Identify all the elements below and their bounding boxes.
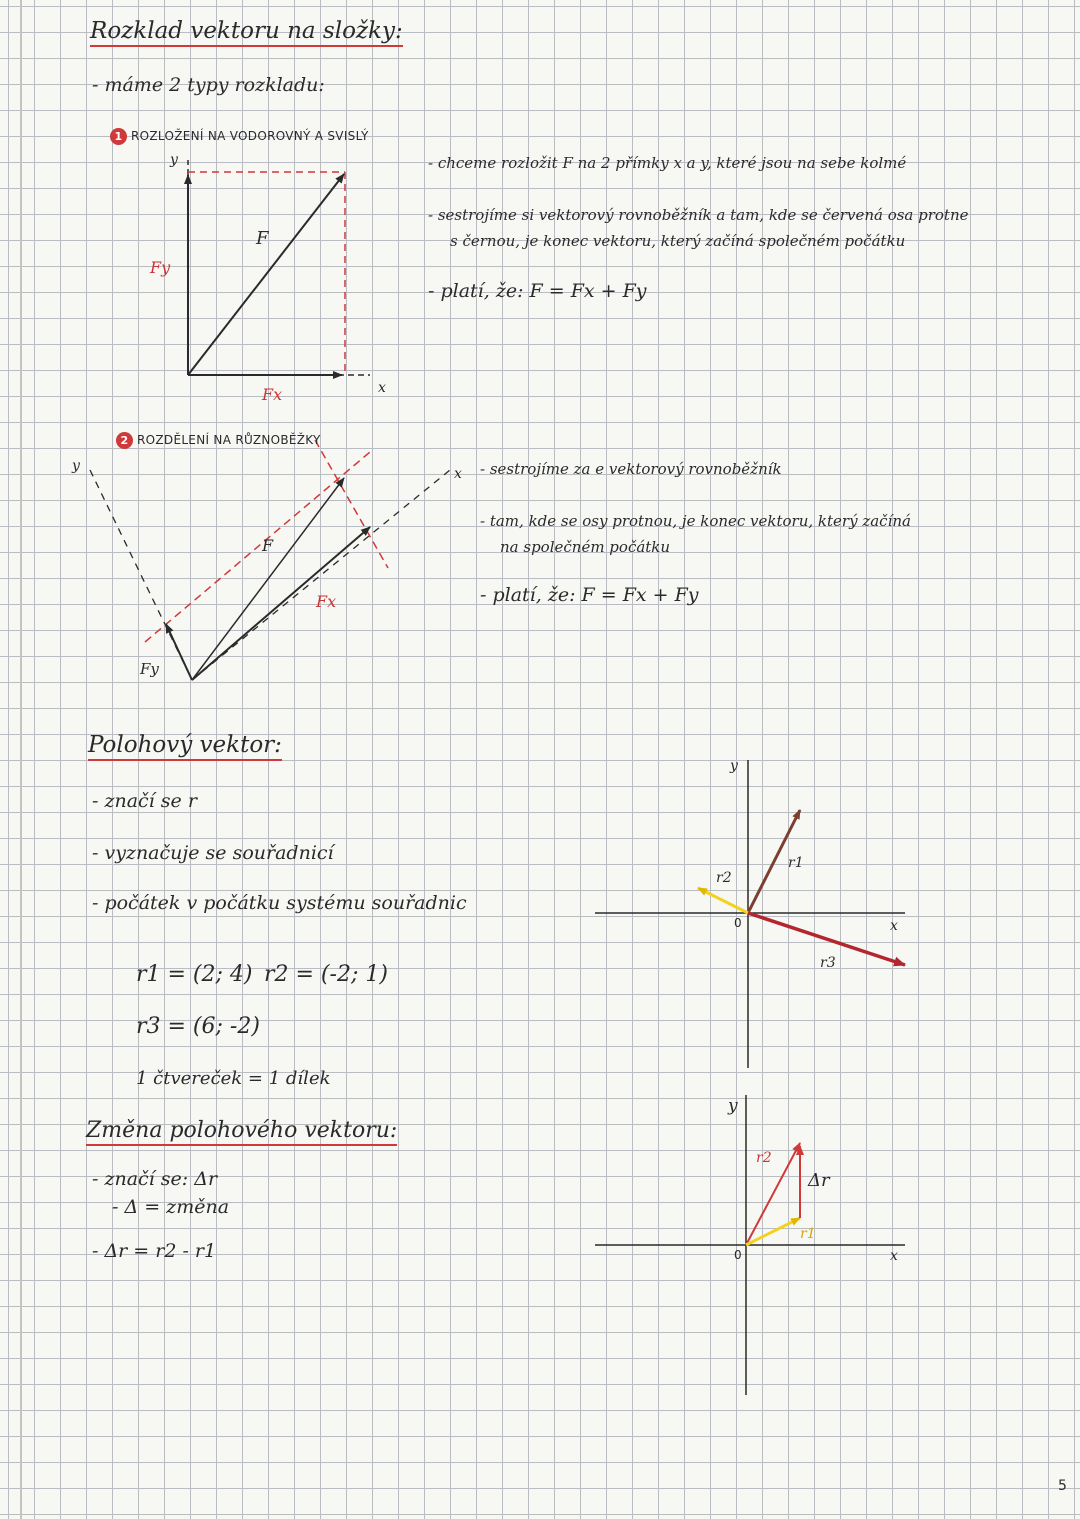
formula-r2: r2 = (-2; 1): [264, 962, 388, 987]
graph2-label-r2: r2: [756, 1150, 772, 1166]
section-title-rozklad: Rozklad vektoru na složky:: [90, 18, 403, 44]
fig2-label-x: x: [454, 466, 462, 482]
part2-note-3: na společném počátku: [500, 538, 671, 556]
section3-bullet-1: - značí se: Δr: [92, 1168, 218, 1190]
section-title-zmena: Změna polohového vektoru:: [86, 1118, 397, 1143]
graph1-label-r1: r1: [788, 855, 804, 871]
part1-note-3: s černou, je konec vektoru, který začíná společném počátku: [450, 232, 906, 250]
part1-heading: 1 ROZLOŽENÍ NA VODOROVNÝ A SVISLÝ: [110, 128, 369, 145]
fig1-label-F: F: [256, 228, 269, 249]
graph2-r2-vector: [746, 1143, 800, 1245]
fig2-red-parallel-1: [145, 452, 370, 642]
fig2-label-Fy: Fy: [140, 660, 159, 678]
part1-note-2: - sestrojíme si vektorový rovnoběžník a tam, kde se červená osa protne: [428, 206, 969, 224]
graph1-label-x: x: [890, 918, 898, 934]
section-title-polohovy: Polohový vektor:: [88, 732, 282, 758]
graph1-r2-vector: [698, 888, 748, 913]
unit-note: 1 čtvereček = 1 dílek: [136, 1068, 331, 1089]
part2-note-4: - platí, že: F = Fx + Fy: [480, 584, 699, 606]
page-number: 5: [1058, 1478, 1067, 1494]
part1-note-4: - platí, že: F = Fx + Fy: [428, 280, 647, 302]
graph2-label-r1: r1: [800, 1226, 816, 1242]
graph2-label-x: x: [890, 1248, 898, 1264]
fig1-label-Fx: Fx: [262, 385, 283, 404]
part2-note-2: - tam, kde se osy protnou, je konec vektoru, který začíná: [480, 512, 911, 530]
fig1-label-Fy: Fy: [150, 258, 171, 277]
fig2-x-axis: [192, 470, 450, 680]
part1-note-1: - chceme rozložit F na 2 přímky x a y, které jsou na sebe kolmé: [428, 154, 907, 172]
fig2-f-vector: [192, 478, 344, 680]
intro-line: - máme 2 typy rozkladu:: [92, 74, 325, 96]
fig1-label-y: y: [170, 152, 178, 168]
part2-badge: 2: [116, 432, 133, 449]
formula-r3: r3 = (6; -2): [136, 1014, 260, 1039]
graph2-label-y: y: [728, 1096, 738, 1116]
fig2-label-y: y: [72, 458, 80, 474]
section2-bullet-3: - počátek v počátku systému souřadnic: [92, 892, 467, 914]
graph1-label-r3: r3: [820, 955, 836, 971]
formula-r1: r1 = (2; 4): [136, 962, 253, 987]
graph2-label-delta: Δr: [808, 1170, 830, 1191]
part2-heading: 2 ROZDĚLENÍ NA RŮZNOBĚŽKY: [116, 432, 321, 449]
fig2-fy-vector: [166, 624, 192, 680]
fig1-f-vector: [188, 174, 344, 375]
fig1-label-x: x: [378, 380, 386, 396]
section2-bullet-2: - vyznačuje se souřadnicí: [92, 842, 334, 864]
part2-note-1: - sestrojíme za e vektorový rovnoběžník: [480, 460, 782, 478]
section3-bullet-3: - Δr = r2 - r1: [92, 1240, 217, 1262]
graph1-label-r2: r2: [716, 870, 732, 886]
fig2-fx-vector: [192, 527, 370, 680]
section2-bullet-1: - značí se r: [92, 790, 197, 812]
fig2-red-parallel-2: [315, 440, 388, 568]
section3-bullet-2: - Δ = změna: [112, 1196, 230, 1218]
graph1-origin: 0: [734, 916, 742, 930]
fig2-label-F: F: [262, 536, 274, 555]
graph2-origin: 0: [734, 1248, 742, 1262]
graph1-label-y: y: [730, 758, 738, 774]
part1-badge: 1: [110, 128, 127, 145]
fig2-label-Fx: Fx: [316, 592, 337, 611]
